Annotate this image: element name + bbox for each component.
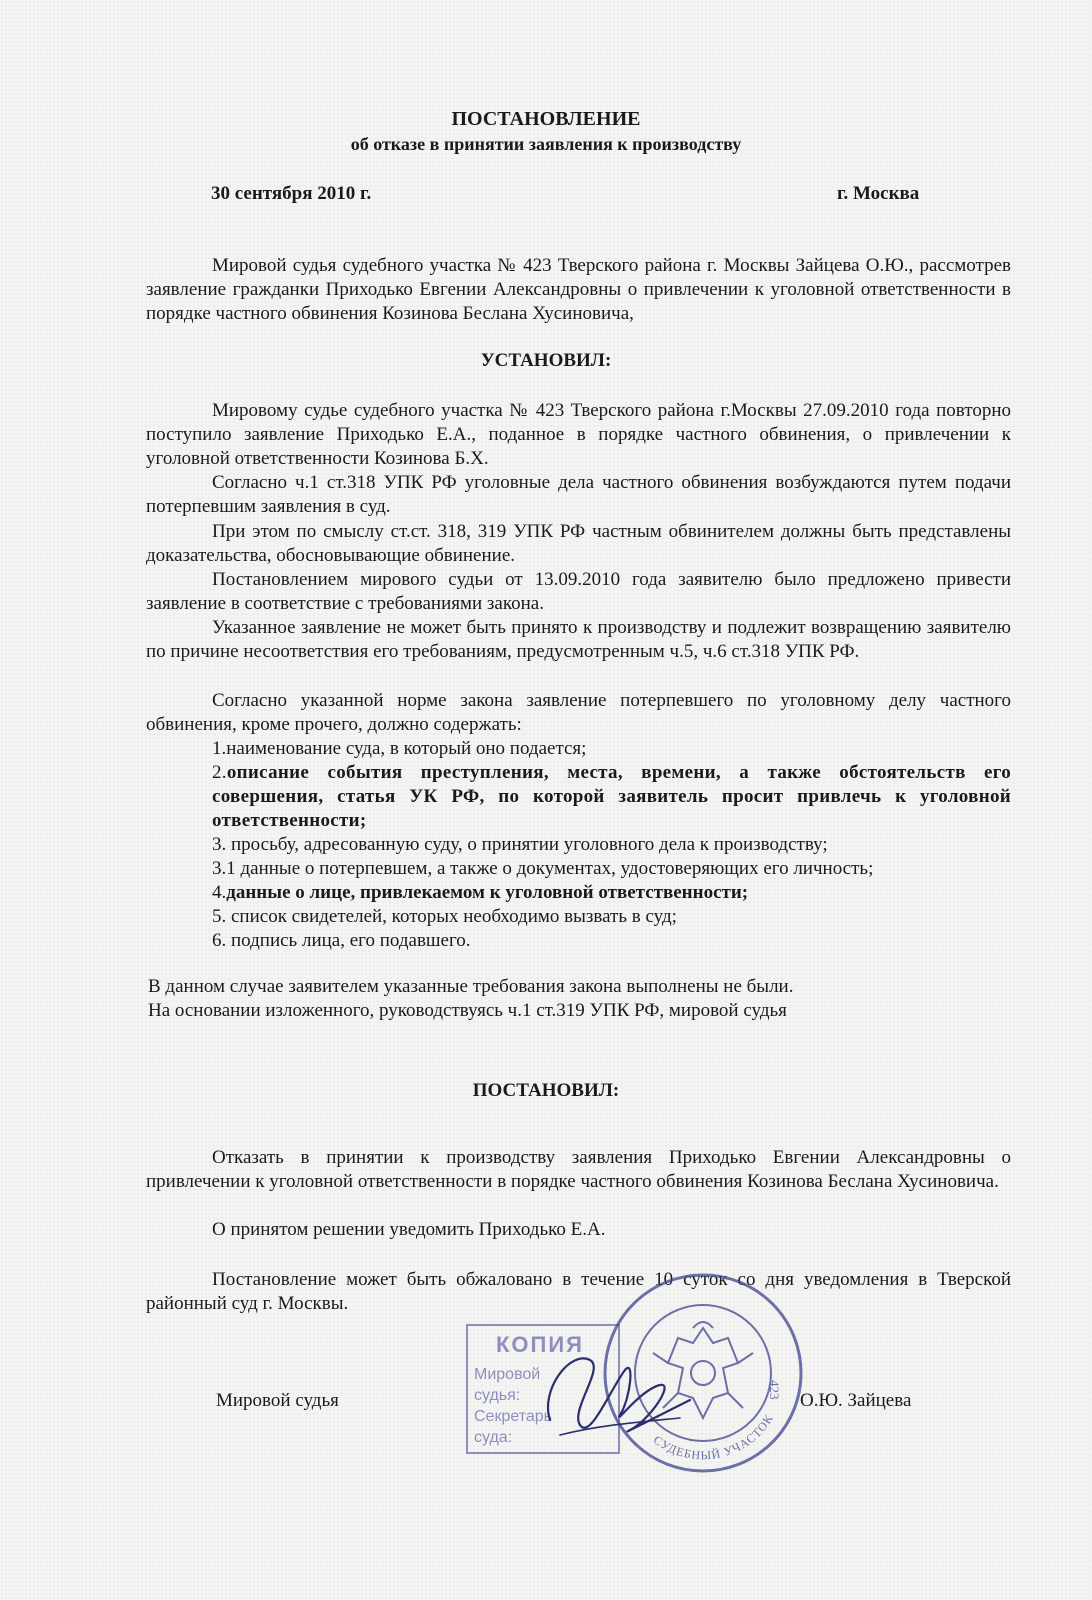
established-heading: УСТАНОВИЛ: — [480, 350, 612, 371]
list-item-bold — [212, 761, 1011, 833]
decided-heading: ПОСТАНОВИЛ: — [472, 1080, 620, 1101]
paragraph-5: Указанное заявление не может быть принято к производству и подлежит возвращению заявителю по причине несоответствия его требованиям, предусмотренным ч.5, ч.6 ст.318 УПК РФ. — [146, 617, 1011, 662]
copy-stamp-line: суда: — [474, 1429, 513, 1446]
document-city: г. Москва — [837, 183, 920, 204]
document-subtitle: об отказе в принятии заявления к производству — [350, 134, 742, 154]
conclusion-line-1: В данном случае заявителем указанные требования закона выполнены не были. — [148, 976, 794, 997]
list-item-bold — [212, 881, 1011, 905]
copy-stamp-line: Секретарь — [474, 1408, 552, 1425]
copy-stamp-title: КОПИЯ — [496, 1332, 584, 1357]
decision-paragraph-1: Отказать в принятии к производству заявления Приходько Евгении Александровны о привлечении к уголовной ответственности в порядке частного обвинения Козинова Беслана Хусиновича. — [146, 1147, 1011, 1192]
list-item-text: данные о лице, привлекаемом к уголовной ответственности; — [226, 882, 749, 903]
copy-stamp-line: Мировой — [474, 1366, 541, 1383]
conclusion-line-2: На основании изложенного, руководствуясь ч.1 ст.319 УПК РФ, мировой судья — [148, 1000, 787, 1021]
document-date: 30 сентября 2010 г. — [211, 183, 372, 204]
list-item: 6. подпись лица, его подавшего. — [212, 930, 471, 951]
appeal-paragraph: Постановление может быть обжаловано в течение 10 суток со дня уведомления в Тверской районный суд г. Москвы. — [146, 1269, 1011, 1314]
list-item-text: описание события преступления, места, времени, а также обстоятельств его совершения, статья УК РФ, по которой заявитель просит привлечь к уголовной ответственности; — [212, 762, 1011, 831]
paragraph-3: При этом по смыслу ст.ст. 318, 319 УПК РФ частным обвинителем должны быть представлены доказательства, обосновывающие обвинение. — [146, 521, 1011, 566]
paragraph-2: Согласно ч.1 ст.318 УПК РФ уголовные дела частного обвинения возбуждаются путем подачи потерпевшим заявления в суд. — [146, 472, 1011, 517]
decision-paragraph-2: О принятом решении уведомить Приходько Е.А. — [212, 1219, 606, 1240]
signature-label: Мировой судья — [216, 1390, 339, 1411]
list-item: 3.1 данные о потерпевшем, а также о документах, удостоверяющих его личность; — [212, 858, 874, 879]
list-item: 3. просьбу, адресованную суду, о принятии уголовного дела к производству; — [212, 834, 828, 855]
signature-name: О.Ю. Зайцева — [800, 1390, 912, 1411]
seal-number: 423 — [767, 1380, 782, 1400]
paragraph-1: Мировому судье судебного участка № 423 Тверского района г.Москвы 27.09.2010 года повторно поступило заявление Приходько Е.А., поданное в порядке частного обвинения, о привлечении к уголовной ответственности Козинова Б.Х. — [146, 400, 1011, 469]
seal-text: СУДЕБНЫЙ УЧАСТОК — [650, 1411, 777, 1463]
list-item-number: 2. — [212, 762, 227, 783]
list-item: 1.наименование суда, в который оно подается; — [212, 738, 587, 759]
list-item: 5. список свидетелей, которых необходимо вызвать в суд; — [212, 906, 677, 927]
intro-paragraph: Мировой судья судебного участка № 423 Тверского района г. Москвы Зайцева О.Ю., рассмотрев заявление гражданки Приходько Евгении Александровны о привлечении к уголовной ответственности в порядке частного обвинения Козинова Беслана Хусиновича, — [146, 255, 1011, 324]
document-title: ПОСТАНОВЛЕНИЕ — [451, 108, 641, 130]
handwritten-signature — [530, 1330, 700, 1450]
paragraph-4: Постановлением мирового судьи от 13.09.2010 года заявителю было предложено привести заявление в соответствие с требованиями закона. — [146, 569, 1011, 614]
paragraph-6: Согласно указанной норме закона заявление потерпевшего по уголовному делу частного обвинения, кроме прочего, должно содержать: — [146, 690, 1011, 735]
list-item-number: 4. — [212, 882, 227, 903]
copy-stamp-line: судья: — [474, 1387, 521, 1404]
